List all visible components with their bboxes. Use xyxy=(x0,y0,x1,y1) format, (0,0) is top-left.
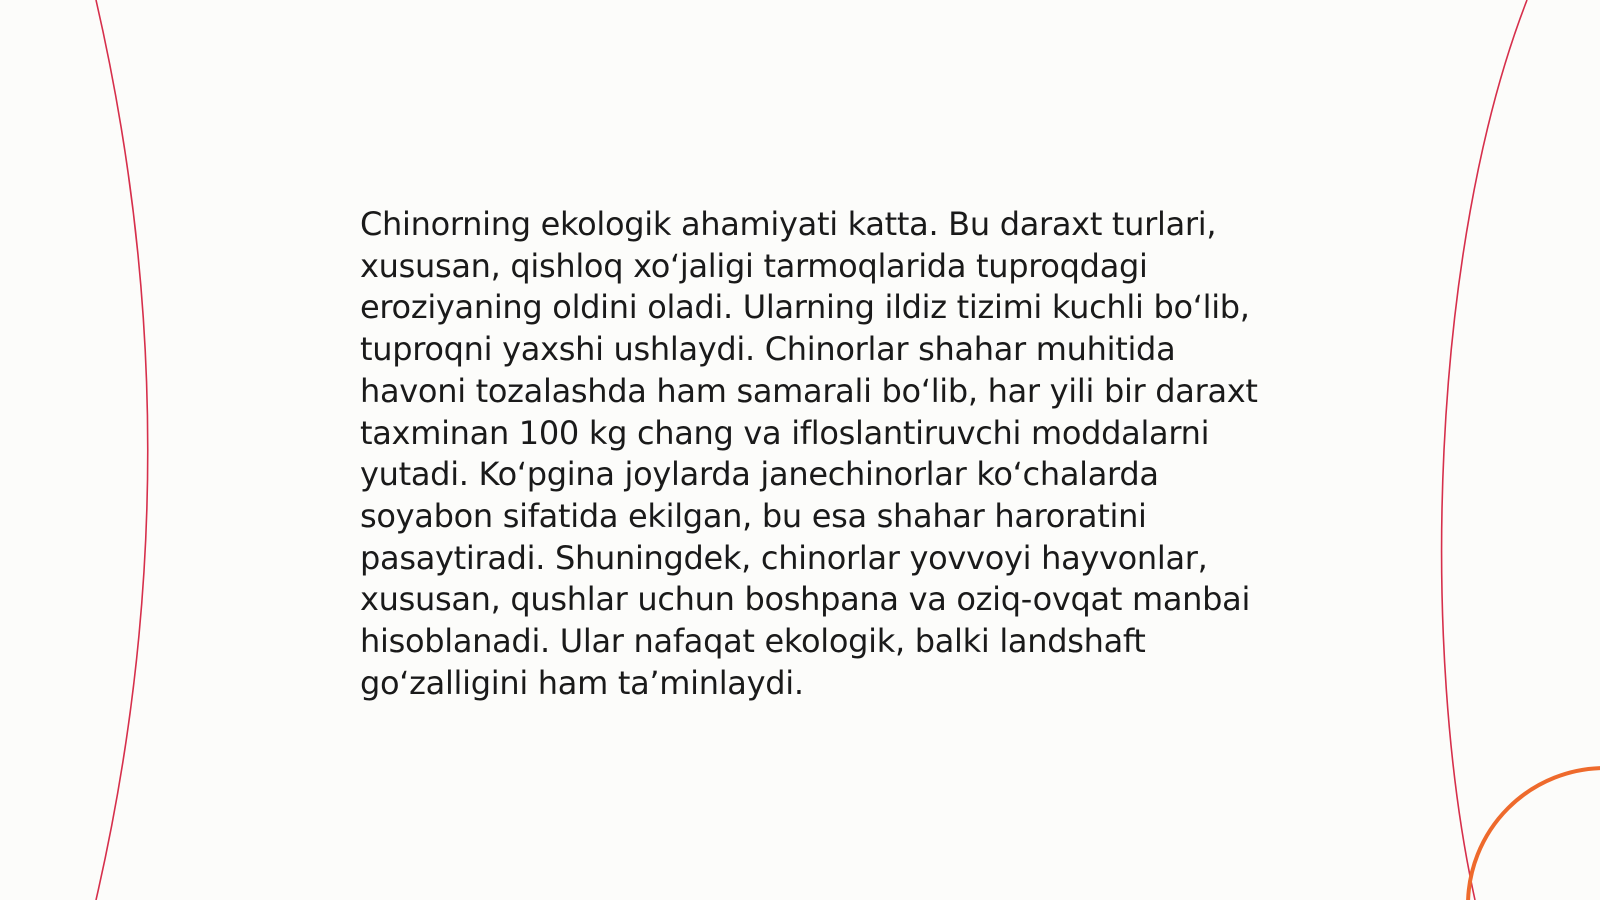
right-arc-line xyxy=(1442,0,1527,900)
orange-circle-outline xyxy=(1468,768,1600,900)
body-paragraph: Chinorning ekologik ahamiyati katta. Bu daraxt turlari, xususan, qishloq xo‘jaligi tarmoqlarida tuproqdagi eroziyaning oldini oladi. Ularning ildiz tizimi kuchli bo‘lib, tuproqni yaxshi ushlaydi. Chinorlar shahar muhitida havoni tozalashda ham samarali bo‘lib, har yili bir daraxt taxminan 100 kg chang va ifloslantiruvchi moddalarni yutadi. Ko‘pgina joylarda janechinorlar ko‘chalarda soyabon sifatida ekilgan, bu esa shahar haroratini pasaytiradi. Shuningdek, chinorlar yovvoyi hayvonlar, xususan, qushlar uchun boshpana va oziq-ovqat manbai hisoblanadi. Ular nafaqat ekologik, balki landshaft go‘zalligini ham ta’minlaydi. xyxy=(360,205,1258,702)
left-arc-line xyxy=(96,0,148,900)
